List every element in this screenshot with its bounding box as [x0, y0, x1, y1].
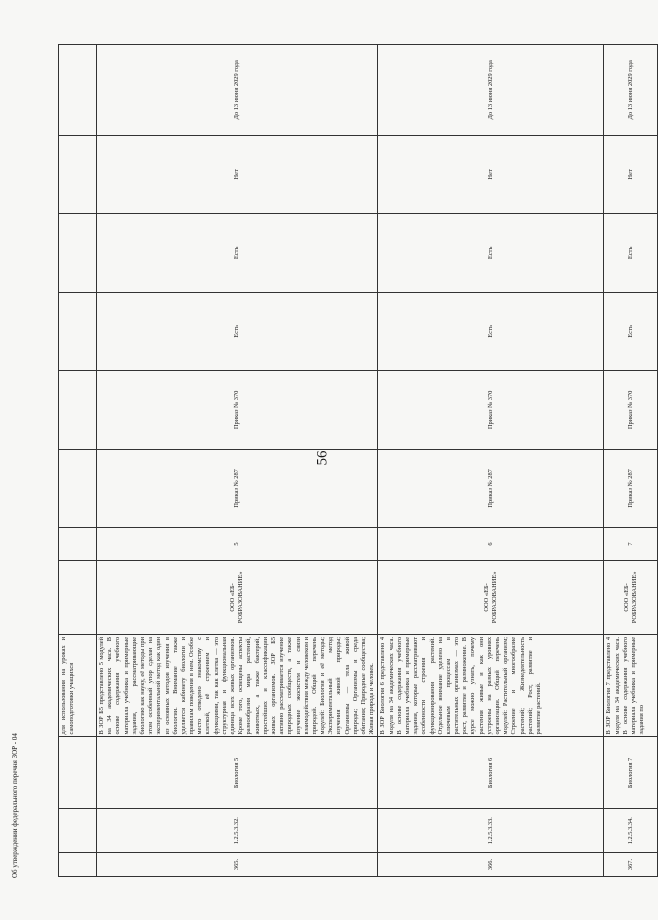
row-description: В ЗОР Биология 7 представлено 4 модуля на 34 академических часа. В основе содержания учебного материала учебника и примерные задания по — [604, 634, 658, 737]
row-col-c: Нет — [97, 135, 378, 214]
row-number: 367. — [604, 853, 658, 877]
table-row — [97, 45, 378, 877]
row-order-2: Приказ № 370 — [604, 371, 658, 450]
row-name: Биология 7 — [604, 737, 658, 809]
row-grade: 7 — [604, 528, 658, 561]
row-col-b: Есть — [604, 214, 658, 293]
row-continuation-text: для использования на уроках и самоподготовки учащихся — [59, 634, 97, 737]
row-code: 1.2.5.3.33. — [378, 809, 604, 853]
row-col-c: Нет — [604, 135, 658, 214]
row-deadline: До 13 июня 2029 года — [604, 45, 658, 136]
row-col-b: Есть — [378, 214, 604, 293]
footer-note: Об утверждении федерального перечня ЗОР - 04 — [11, 733, 19, 878]
row-order-2: Приказ № 370 — [378, 371, 604, 450]
table-row — [378, 45, 604, 877]
row-col-c: Нет — [378, 135, 604, 214]
row-order-2: Приказ № 370 — [97, 371, 378, 450]
row-author: ООО «ЕБ-РОБРАЗОВАНИЕ» — [97, 560, 378, 634]
row-description: В ЗОР Б5 представлено 5 модулей на 34 академических часа. В основе содержания учебного материала учебника и примерные задания, рассматривающие биологию как науку, её методы при этом особенный упор сделан на экспериментальной метод как один из основных методов изучения в биологии. Внимание также уделяется кабинету биологии и правилам поведения в нем. Особое место отведено знакомству с клеткой, её строением и функциями, так как клетка — это структурная и функциональная единица всех живых организмов. Кроме того, освещены аспекты разнообразия мира растений, животных, а также бактерий, простейших и классификации живых организмов. ЗОР Б5 активно рассматривается изучение природных сообществ, а также изучение экосистем и связи взаимодействия между человеком и природой. Общий перечень модулей: Биология и её методы; Экспериментальный метод изучения живой природы; Организмы — тела живой природы; Организмы и среда обитания; Природные сообщества; Живая природа и человек. — [97, 634, 378, 737]
row-col-a: Есть — [378, 292, 604, 371]
row-description: В ЗОР Биология 6 представлено 4 модуля на 34 академических часа. В основе содержания учебного материала учебника и примерные задания, которые рассматривают особенности строения и функционирования растений. Отдельное внимание уделено на ключевым процессам в растительных организмах — это рост, развитие и размножение. В курсе можно узнать, почему растения живые и как они устроены на разных уровнях организации. Общий перечень модулей: Растительный организм; Строение и многообразие растений; Жизнедеятельность растений; Рост, развитие и развитие растений. — [378, 634, 604, 737]
row-col-b: Есть — [97, 214, 378, 293]
row-col-a: Есть — [97, 292, 378, 371]
row-code: 1.2.5.3.32. — [97, 809, 378, 853]
row-author: ООО «ЕБ-РОБРАЗОВАНИЕ» — [378, 560, 604, 634]
table-row — [604, 45, 658, 877]
row-number: 366. — [378, 853, 604, 877]
rotated-table-wrapper — [58, 44, 646, 877]
row-name: Биология 6 — [378, 737, 604, 809]
registry-table — [58, 44, 658, 877]
page-number: 56 — [314, 450, 331, 466]
row-author: ООО «ЕБ-РОБРАЗОВАНИЕ» — [604, 560, 658, 634]
row-deadline: До 13 июня 2029 года — [97, 45, 378, 136]
table-row — [59, 45, 97, 877]
row-order-1: Приказ № 287 — [97, 449, 378, 528]
row-col-a: Есть — [604, 292, 658, 371]
row-order-1: Приказ № 287 — [604, 449, 658, 528]
row-order-1: Приказ № 287 — [378, 449, 604, 528]
row-grade: 5 — [97, 528, 378, 561]
row-deadline: До 13 июня 2029 года — [378, 45, 604, 136]
row-code: 1.2.5.3.34. — [604, 809, 658, 853]
row-name: Биология 5 — [97, 737, 378, 809]
row-number: 365. — [97, 853, 378, 877]
row-grade: 6 — [378, 528, 604, 561]
